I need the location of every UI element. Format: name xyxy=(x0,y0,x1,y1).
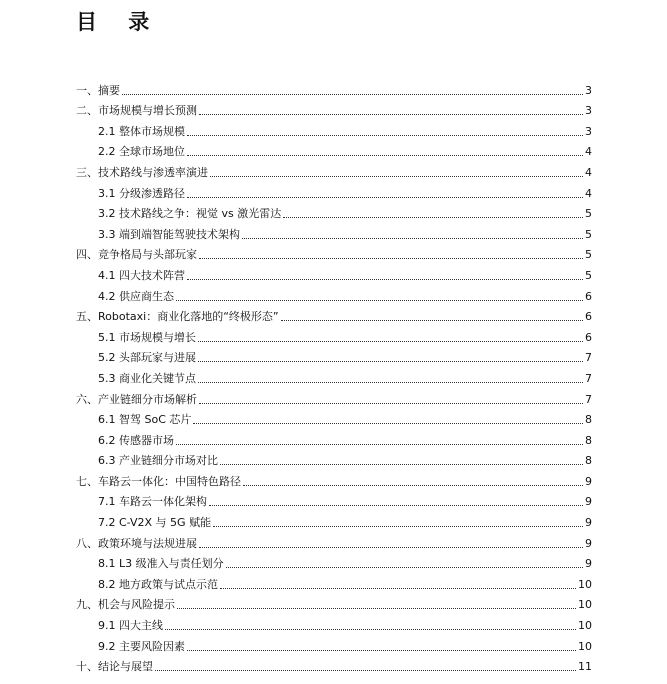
toc-entry-label: 2.1 整体市场规模 xyxy=(98,124,185,138)
toc-page-number: 4 xyxy=(585,186,592,200)
dot-leader xyxy=(209,505,583,506)
dot-leader xyxy=(155,670,576,671)
toc-entry-label: 2.2 全球市场地位 xyxy=(98,145,185,159)
dot-leader xyxy=(187,650,576,651)
dot-leader xyxy=(198,361,583,362)
dot-leader xyxy=(283,217,583,218)
toc-page-number: 9 xyxy=(585,495,592,509)
toc-subsection-entry[interactable] xyxy=(76,201,592,222)
toc-entry-label: 3.2 技术路线之争：视觉 vs 激光雷达 xyxy=(98,207,282,221)
page-title: 目 录 xyxy=(76,10,162,34)
toc-entry-label: 9.2 主要风险因素 xyxy=(98,639,185,653)
toc-entry-label: 四、竞争格局与头部玩家 xyxy=(76,248,197,262)
toc-page-number: 8 xyxy=(585,454,592,468)
dot-leader xyxy=(213,526,583,527)
toc-page-number: 3 xyxy=(585,124,592,138)
toc-subsection-entry[interactable] xyxy=(76,633,592,654)
toc-entry-label: 3.3 端到端智能驾驶技术架构 xyxy=(98,227,240,241)
toc-entry-label: 8.1 L3 级准入与责任划分 xyxy=(98,557,224,571)
dot-leader xyxy=(226,567,583,568)
dot-leader xyxy=(220,464,583,465)
toc-subsection-entry[interactable] xyxy=(76,262,592,283)
dot-leader xyxy=(281,320,583,321)
toc-page-number: 9 xyxy=(585,474,592,488)
toc-entry-label: 9.1 四大主线 xyxy=(98,619,163,633)
toc-page-number: 5 xyxy=(585,207,592,221)
toc-subsection-entry[interactable] xyxy=(76,139,592,160)
toc-page-number: 9 xyxy=(585,557,592,571)
toc-subsection-entry[interactable] xyxy=(76,448,592,469)
toc-section-entry[interactable] xyxy=(76,468,592,489)
dot-leader xyxy=(199,258,583,259)
dot-leader xyxy=(199,403,583,404)
toc-entry-label: 7.1 车路云一体化架构 xyxy=(98,495,207,509)
toc-section-entry[interactable] xyxy=(76,592,592,613)
toc-subsection-entry[interactable] xyxy=(76,489,592,510)
toc-entry-label: 七、车路云一体化：中国特色路径 xyxy=(76,474,241,488)
dot-leader xyxy=(210,176,583,177)
toc-subsection-entry[interactable] xyxy=(76,427,592,448)
table-of-contents xyxy=(76,77,592,674)
toc-page-number: 4 xyxy=(585,165,592,179)
toc-entry-label: 十、结论与展望 xyxy=(76,660,153,674)
dot-leader xyxy=(199,547,583,548)
toc-page-number: 9 xyxy=(585,536,592,550)
toc-entry-label: 6.2 传感器市场 xyxy=(98,433,174,447)
toc-subsection-entry[interactable] xyxy=(76,345,592,366)
dot-leader xyxy=(122,94,583,95)
toc-entry-label: 3.1 分级渗透路径 xyxy=(98,186,185,200)
dot-leader xyxy=(198,341,583,342)
dot-leader xyxy=(177,608,576,609)
toc-page-number: 7 xyxy=(585,351,592,365)
dot-leader xyxy=(243,485,583,486)
toc-section-entry[interactable] xyxy=(76,159,592,180)
toc-entry-label: 三、技术路线与渗透率演进 xyxy=(76,165,208,179)
toc-page-number: 6 xyxy=(585,310,592,324)
dot-leader xyxy=(242,238,583,239)
dot-leader xyxy=(199,114,583,115)
toc-subsection-entry[interactable] xyxy=(76,551,592,572)
toc-subsection-entry[interactable] xyxy=(76,365,592,386)
toc-entry-label: 九、机会与风险提示 xyxy=(76,598,175,612)
toc-section-entry[interactable] xyxy=(76,654,592,675)
toc-section-entry[interactable] xyxy=(76,77,592,98)
toc-entry-label: 5.1 市场规模与增长 xyxy=(98,330,196,344)
toc-page-number: 6 xyxy=(585,289,592,303)
toc-subsection-entry[interactable] xyxy=(76,509,592,530)
toc-page-number: 4 xyxy=(585,145,592,159)
toc-subsection-entry[interactable] xyxy=(76,283,592,304)
toc-page-number: 10 xyxy=(578,639,592,653)
toc-subsection-entry[interactable] xyxy=(76,571,592,592)
dot-leader xyxy=(193,423,583,424)
dot-leader xyxy=(176,444,583,445)
toc-entry-label: 4.1 四大技术阵营 xyxy=(98,268,185,282)
toc-entry-label: 8.2 地方政策与试点示范 xyxy=(98,577,218,591)
toc-entry-label: 五、Robotaxi：商业化落地的“终极形态” xyxy=(76,310,279,324)
toc-entry-label: 7.2 C-V2X 与 5G 赋能 xyxy=(98,516,212,530)
toc-section-entry[interactable] xyxy=(76,386,592,407)
toc-subsection-entry[interactable] xyxy=(76,180,592,201)
toc-page-number: 9 xyxy=(585,516,592,530)
toc-entry-label: 6.1 智驾 SoC 芯片 xyxy=(98,413,192,427)
toc-section-entry[interactable] xyxy=(76,530,592,551)
toc-page-number: 10 xyxy=(578,598,592,612)
toc-entry-label: 5.3 商业化关键节点 xyxy=(98,371,196,385)
toc-entry-label: 八、政策环境与法规进展 xyxy=(76,536,197,550)
toc-section-entry[interactable] xyxy=(76,304,592,325)
toc-entry-label: 6.3 产业链细分市场对比 xyxy=(98,454,218,468)
toc-page-number: 11 xyxy=(578,660,592,674)
toc-entry-label: 二、市场规模与增长预测 xyxy=(76,104,197,118)
toc-page-number: 3 xyxy=(585,83,592,97)
dot-leader xyxy=(187,197,583,198)
toc-page-number: 5 xyxy=(585,227,592,241)
toc-page-number: 10 xyxy=(578,619,592,633)
toc-section-entry[interactable] xyxy=(76,98,592,119)
toc-entry-label: 六、产业链细分市场解析 xyxy=(76,392,197,406)
dot-leader xyxy=(187,279,583,280)
toc-subsection-entry[interactable] xyxy=(76,221,592,242)
toc-entry-label: 5.2 头部玩家与进展 xyxy=(98,351,196,365)
toc-page-number: 6 xyxy=(585,330,592,344)
toc-page-number: 3 xyxy=(585,104,592,118)
dot-leader xyxy=(165,629,576,630)
toc-page-number: 10 xyxy=(578,577,592,591)
toc-subsection-entry[interactable] xyxy=(76,324,592,345)
dot-leader xyxy=(187,155,583,156)
dot-leader xyxy=(176,300,583,301)
toc-subsection-entry[interactable] xyxy=(76,118,592,139)
toc-entry-label: 4.2 供应商生态 xyxy=(98,289,174,303)
toc-section-entry[interactable] xyxy=(76,242,592,263)
toc-subsection-entry[interactable] xyxy=(76,612,592,633)
toc-entry-label: 一、摘要 xyxy=(76,83,120,97)
dot-leader xyxy=(220,588,576,589)
toc-page-number: 5 xyxy=(585,268,592,282)
toc-page-number: 5 xyxy=(585,248,592,262)
toc-page-number: 8 xyxy=(585,433,592,447)
dot-leader xyxy=(198,382,583,383)
toc-subsection-entry[interactable] xyxy=(76,407,592,428)
toc-page-number: 7 xyxy=(585,392,592,406)
toc-page-number: 7 xyxy=(585,371,592,385)
toc-page-number: 8 xyxy=(585,413,592,427)
dot-leader xyxy=(187,135,583,136)
